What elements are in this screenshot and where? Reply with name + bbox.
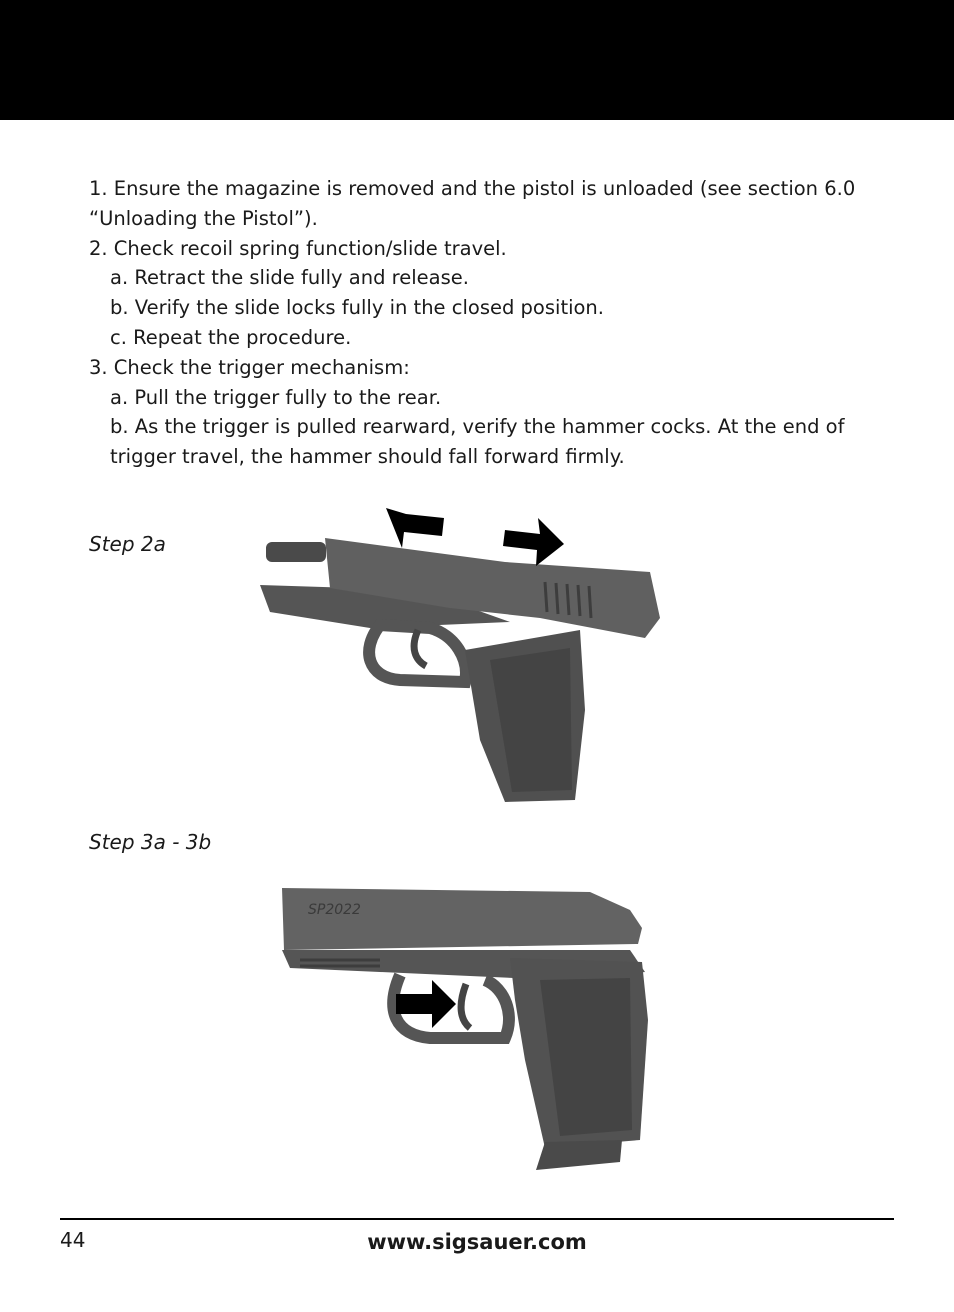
step-2a-pistol-illustration xyxy=(250,500,670,810)
right-arrow-icon xyxy=(503,518,564,566)
step-3-label: Step 3a - 3b xyxy=(89,830,212,854)
instruction-item-2c: c. Repeat the procedure. xyxy=(110,325,352,349)
instructions-list xyxy=(89,174,879,472)
trigger xyxy=(461,984,470,1028)
instruction-item-3: 3. Check the trigger mechanism: xyxy=(89,355,410,379)
step-2a-label: Step 2a xyxy=(89,532,166,556)
instruction-item-2b: b. Verify the slide locks fully in the closed position. xyxy=(110,296,604,320)
instruction-item-3b: b. As the trigger is pulled rearward, verify the hammer cocks. At the end of trigger travel, the hammer should fall forward firmly. xyxy=(110,415,845,469)
instruction-item-1: 1. Ensure the magazine is removed and the pistol is unloaded (see section 6.0 “Unloading the Pistol”). xyxy=(89,177,856,230)
trigger xyxy=(414,630,426,666)
trigger-pull-arrow-icon xyxy=(396,980,456,1028)
slide xyxy=(282,888,642,950)
model-marking: SP2022 xyxy=(308,902,361,918)
header-bar xyxy=(0,0,954,120)
instruction-item-3a: a. Pull the trigger fully to the rear. xyxy=(110,385,442,409)
footer-url[interactable]: www.sigsauer.com xyxy=(367,1230,587,1254)
barrel xyxy=(266,542,326,562)
footer-divider xyxy=(60,1218,894,1220)
page-number: 44 xyxy=(60,1228,86,1252)
magazine-base xyxy=(536,1140,622,1170)
instruction-item-2: 2. Check recoil spring function/slide travel. xyxy=(89,236,507,260)
step-3-pistol-illustration xyxy=(270,880,660,1180)
instruction-item-2a: a. Retract the slide fully and release. xyxy=(110,266,469,290)
left-arrow-icon xyxy=(386,508,444,548)
